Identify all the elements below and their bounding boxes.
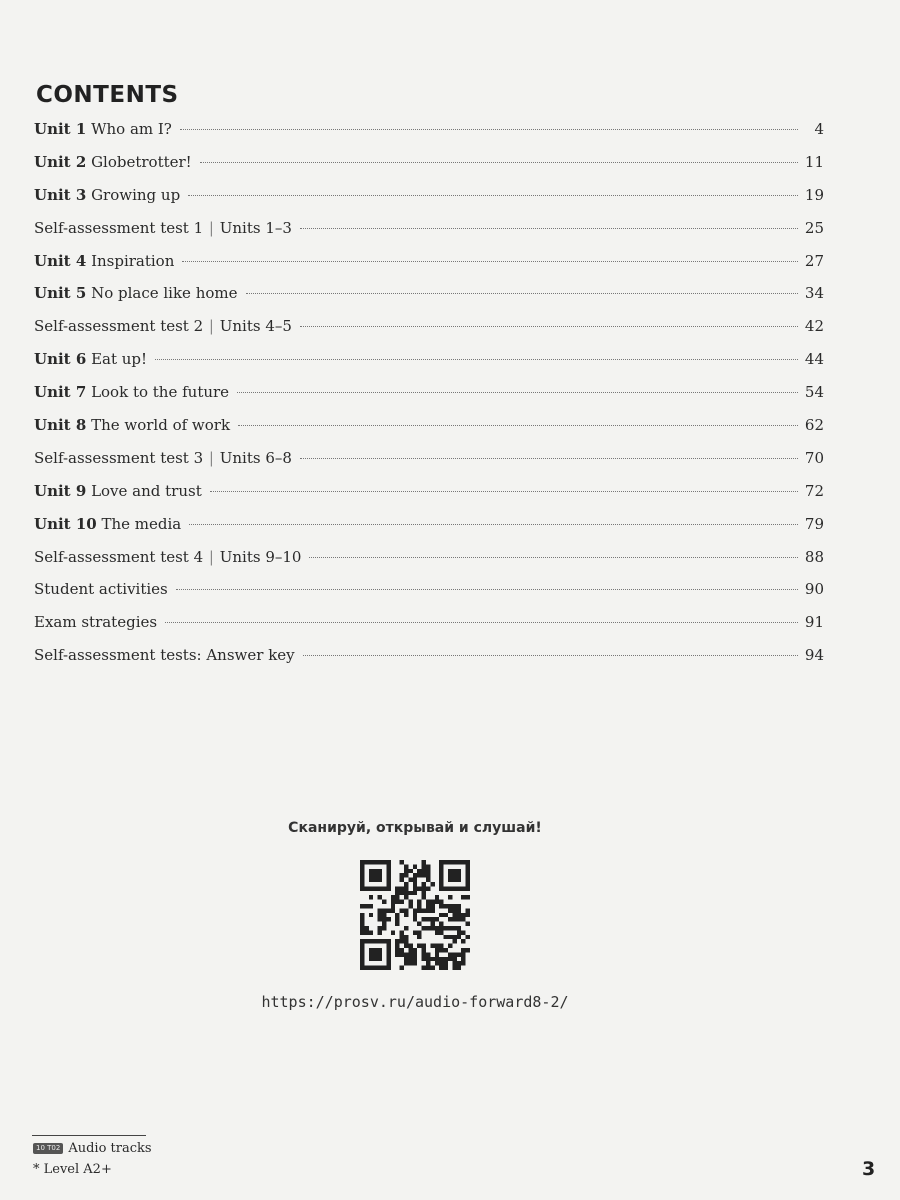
toc-entry-title: Look to the future	[91, 383, 230, 402]
toc-entry-label	[34, 252, 174, 270]
toc-page-number: 34	[804, 284, 824, 303]
toc-page-number: 54	[804, 383, 824, 402]
toc-unit-number: Unit 9	[34, 481, 87, 500]
toc-leader-dots	[182, 261, 798, 262]
toc-page-number: 42	[804, 317, 824, 336]
toc-entry[interactable]	[34, 350, 824, 383]
toc-unit-number: Unit 4	[34, 251, 87, 270]
toc-separator: |	[204, 218, 219, 237]
toc-leader-dots	[300, 228, 798, 229]
toc-entry-title: Eat up!	[91, 350, 148, 369]
toc-page-number: 19	[804, 185, 824, 204]
toc-page-number: 72	[804, 481, 824, 500]
toc-leader-dots	[300, 458, 798, 459]
toc-unit-number: Unit 1	[34, 120, 87, 138]
toc-entry-label	[34, 515, 181, 533]
page-number: 3	[862, 1158, 876, 1180]
toc-entry-title: Student activities	[34, 580, 168, 599]
toc-entry[interactable]	[34, 317, 824, 350]
toc-entry-label	[34, 350, 147, 368]
qr-code-icon[interactable]	[360, 860, 470, 970]
contents-heading: CONTENTS	[36, 82, 179, 108]
toc-leader-dots	[176, 589, 798, 590]
toc-entry-label	[34, 646, 295, 664]
toc-test-units: Units 4–5	[219, 317, 292, 336]
toc-leader-dots	[238, 425, 798, 426]
toc-entry-label	[34, 482, 202, 500]
audio-url-link[interactable]: https://prosv.ru/audio-forward8-2/	[261, 993, 569, 1011]
toc-entry-label	[34, 186, 180, 204]
toc-leader-dots	[165, 622, 798, 623]
toc-entry-title: Inspiration	[91, 251, 175, 270]
toc-entry-title: Globetrotter!	[91, 152, 192, 171]
toc-page-number: 25	[804, 218, 824, 237]
toc-entry[interactable]	[34, 120, 824, 153]
toc-entry[interactable]	[34, 252, 824, 285]
toc-entry-label	[34, 548, 301, 566]
scan-instruction: Сканируй, открывай и слушай!	[288, 820, 542, 836]
toc-leader-dots	[189, 524, 798, 525]
toc-entry[interactable]	[34, 646, 824, 679]
toc-entry[interactable]	[34, 383, 824, 416]
toc-leader-dots	[246, 293, 799, 294]
toc-test-units: Units 9–10	[219, 547, 302, 566]
toc-test-units: Units 1–3	[219, 218, 292, 237]
audio-track-badge-icon: 10 T02	[33, 1143, 63, 1154]
toc-entry-title: Who am I?	[91, 120, 172, 138]
toc-entry-label	[34, 613, 157, 631]
toc-entry[interactable]	[34, 613, 824, 646]
toc-separator: |	[204, 448, 219, 467]
toc-unit-number: Unit 7	[34, 383, 87, 402]
toc-test-title: Self-assessment test 3	[34, 448, 204, 467]
toc-leader-dots	[237, 392, 798, 393]
table-of-contents	[34, 120, 824, 679]
footnote-divider	[32, 1135, 146, 1136]
toc-entry-title: The world of work	[91, 416, 231, 435]
toc-test-title: Self-assessment test 4	[34, 547, 204, 566]
toc-entry-label	[34, 383, 229, 401]
toc-entry-label	[34, 416, 230, 434]
footnote-level: * Level A2+	[33, 1162, 112, 1177]
toc-leader-dots	[188, 195, 798, 196]
toc-page-number: 90	[804, 580, 824, 599]
toc-unit-number: Unit 2	[34, 152, 87, 171]
toc-leader-dots	[200, 162, 798, 163]
toc-leader-dots	[155, 359, 798, 360]
toc-entry-label	[34, 219, 292, 237]
toc-page-number: 94	[804, 646, 824, 665]
toc-page-number: 88	[804, 547, 824, 566]
toc-unit-number: Unit 8	[34, 416, 87, 435]
toc-entry[interactable]	[34, 548, 824, 581]
toc-unit-number: Unit 6	[34, 350, 87, 369]
toc-entry[interactable]	[34, 219, 824, 252]
toc-entry-label	[34, 153, 192, 171]
toc-entry[interactable]	[34, 186, 824, 219]
toc-entry-title: Exam strategies	[34, 613, 158, 632]
toc-test-title: Self-assessment test 1	[34, 218, 204, 237]
toc-entry[interactable]	[34, 482, 824, 515]
toc-leader-dots	[309, 557, 798, 558]
toc-leader-dots	[180, 129, 798, 130]
toc-separator: |	[204, 317, 219, 336]
footnote-audio-label: Audio tracks	[68, 1141, 152, 1156]
toc-entry[interactable]	[34, 284, 824, 317]
toc-page-number: 11	[804, 152, 824, 171]
toc-entry[interactable]	[34, 449, 824, 482]
toc-entry-title: Growing up	[91, 185, 181, 204]
toc-entry-title: Self-assessment tests: Answer key	[34, 646, 295, 665]
toc-entry[interactable]	[34, 416, 824, 449]
toc-leader-dots	[210, 491, 798, 492]
toc-test-title: Self-assessment test 2	[34, 317, 204, 336]
toc-entry-label	[34, 580, 168, 598]
toc-entry[interactable]	[34, 153, 824, 186]
toc-entry-label	[34, 284, 238, 302]
toc-page-number: 44	[804, 350, 824, 369]
toc-entry[interactable]	[34, 515, 824, 548]
toc-page-number: 4	[814, 120, 824, 138]
toc-page-number: 91	[804, 613, 824, 632]
toc-entry-label	[34, 449, 292, 467]
toc-page-number: 27	[804, 251, 824, 270]
toc-entry-label	[34, 317, 292, 335]
toc-unit-number: Unit 10	[34, 514, 97, 533]
footnote-audio	[33, 1141, 152, 1156]
toc-unit-number: Unit 3	[34, 185, 87, 204]
toc-page-number: 79	[804, 514, 824, 533]
toc-page-number: 62	[804, 416, 824, 435]
toc-entry-title: Love and trust	[91, 481, 202, 500]
toc-entry-title: The media	[101, 514, 182, 533]
toc-leader-dots	[300, 326, 798, 327]
toc-entry[interactable]	[34, 580, 824, 613]
toc-leader-dots	[303, 655, 798, 656]
toc-page-number: 70	[804, 448, 824, 467]
toc-unit-number: Unit 5	[34, 284, 87, 303]
toc-test-units: Units 6–8	[219, 448, 292, 467]
toc-separator: |	[204, 547, 219, 566]
toc-entry-title: No place like home	[91, 284, 238, 303]
toc-entry-label	[34, 120, 172, 138]
